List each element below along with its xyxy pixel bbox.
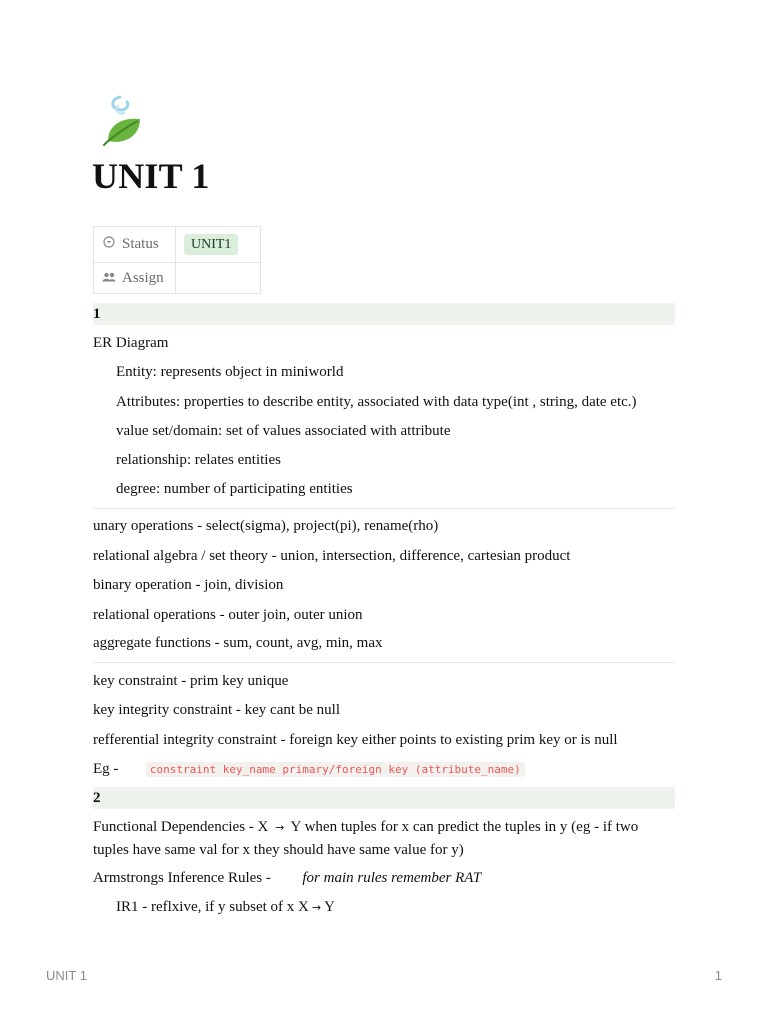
- functional-dependencies-text: [93, 816, 675, 861]
- constraint-item: key integrity constraint - key cant be null: [93, 702, 341, 718]
- ir1-suffix: Y: [324, 899, 335, 915]
- arrow-icon: →: [275, 821, 285, 834]
- people-icon: [102, 271, 116, 286]
- ir1-prefix: IR1 - reflxive, if y subset of x X: [116, 899, 309, 915]
- property-value-assign[interactable]: [176, 263, 261, 294]
- operation-item: relational algebra / set theory - union, intersection, difference, cartesian product: [93, 548, 571, 564]
- operation-item: binary operation - join, division: [93, 577, 284, 593]
- er-item: value set/domain: set of values associated with attribute: [116, 423, 451, 439]
- er-item: Attributes: properties to describe entity, associated with data type(int , string, date etc.): [116, 394, 637, 410]
- footer-title: UNIT 1: [46, 968, 87, 983]
- property-name-status[interactable]: [94, 227, 176, 263]
- fd-rest: Y when tuples for x can predict the tuples in y (eg - if two tuples have same val for x they should have same value for y): [93, 819, 639, 858]
- page-title: UNIT 1: [92, 156, 210, 196]
- er-diagram-title: ER Diagram: [93, 335, 169, 351]
- armstrong-note: for main rules remember RAT: [302, 870, 482, 886]
- property-row-assign: [94, 263, 261, 294]
- property-label: Status: [122, 236, 159, 252]
- armstrong-rules-line: [93, 868, 481, 888]
- operation-item: unary operations - select(sigma), project(pi), rename(rho): [93, 518, 439, 534]
- arrow-icon: →: [311, 901, 322, 914]
- example-label: Eg -: [93, 761, 119, 777]
- properties-table: [93, 226, 261, 294]
- property-label: Assign: [122, 269, 164, 286]
- operation-item: aggregate functions - sum, count, avg, min, max: [93, 635, 383, 651]
- divider: [93, 508, 675, 509]
- example-line: [93, 759, 525, 780]
- property-row-status: [94, 227, 261, 263]
- section-heading-2: 2: [93, 787, 675, 809]
- er-item: degree: number of participating entities: [116, 481, 353, 497]
- constraint-item: key constraint - prim key unique: [93, 673, 289, 689]
- operation-item: relational operations - outer join, outer union: [93, 607, 363, 623]
- divider: [93, 662, 675, 663]
- example-code: constraint key_name primary/foreign key (attribute_name): [146, 762, 525, 777]
- leaf-icon: [100, 93, 146, 147]
- property-value-status[interactable]: [176, 227, 261, 263]
- status-tag[interactable]: UNIT1: [184, 234, 238, 255]
- section-heading-1: 1: [93, 303, 675, 325]
- status-icon: [102, 236, 116, 252]
- er-item: relationship: relates entities: [116, 452, 281, 468]
- armstrong-label: Armstrongs Inference Rules -: [93, 870, 271, 886]
- page-number: 1: [714, 968, 722, 983]
- er-item: Entity: represents object in miniworld: [116, 364, 344, 380]
- property-name-assign[interactable]: [94, 263, 176, 294]
- ir1-line: [116, 897, 335, 918]
- fd-prefix: Functional Dependencies - X: [93, 819, 269, 835]
- constraint-item: refferential integrity constraint - foreign key either points to existing prim key or is null: [93, 732, 618, 748]
